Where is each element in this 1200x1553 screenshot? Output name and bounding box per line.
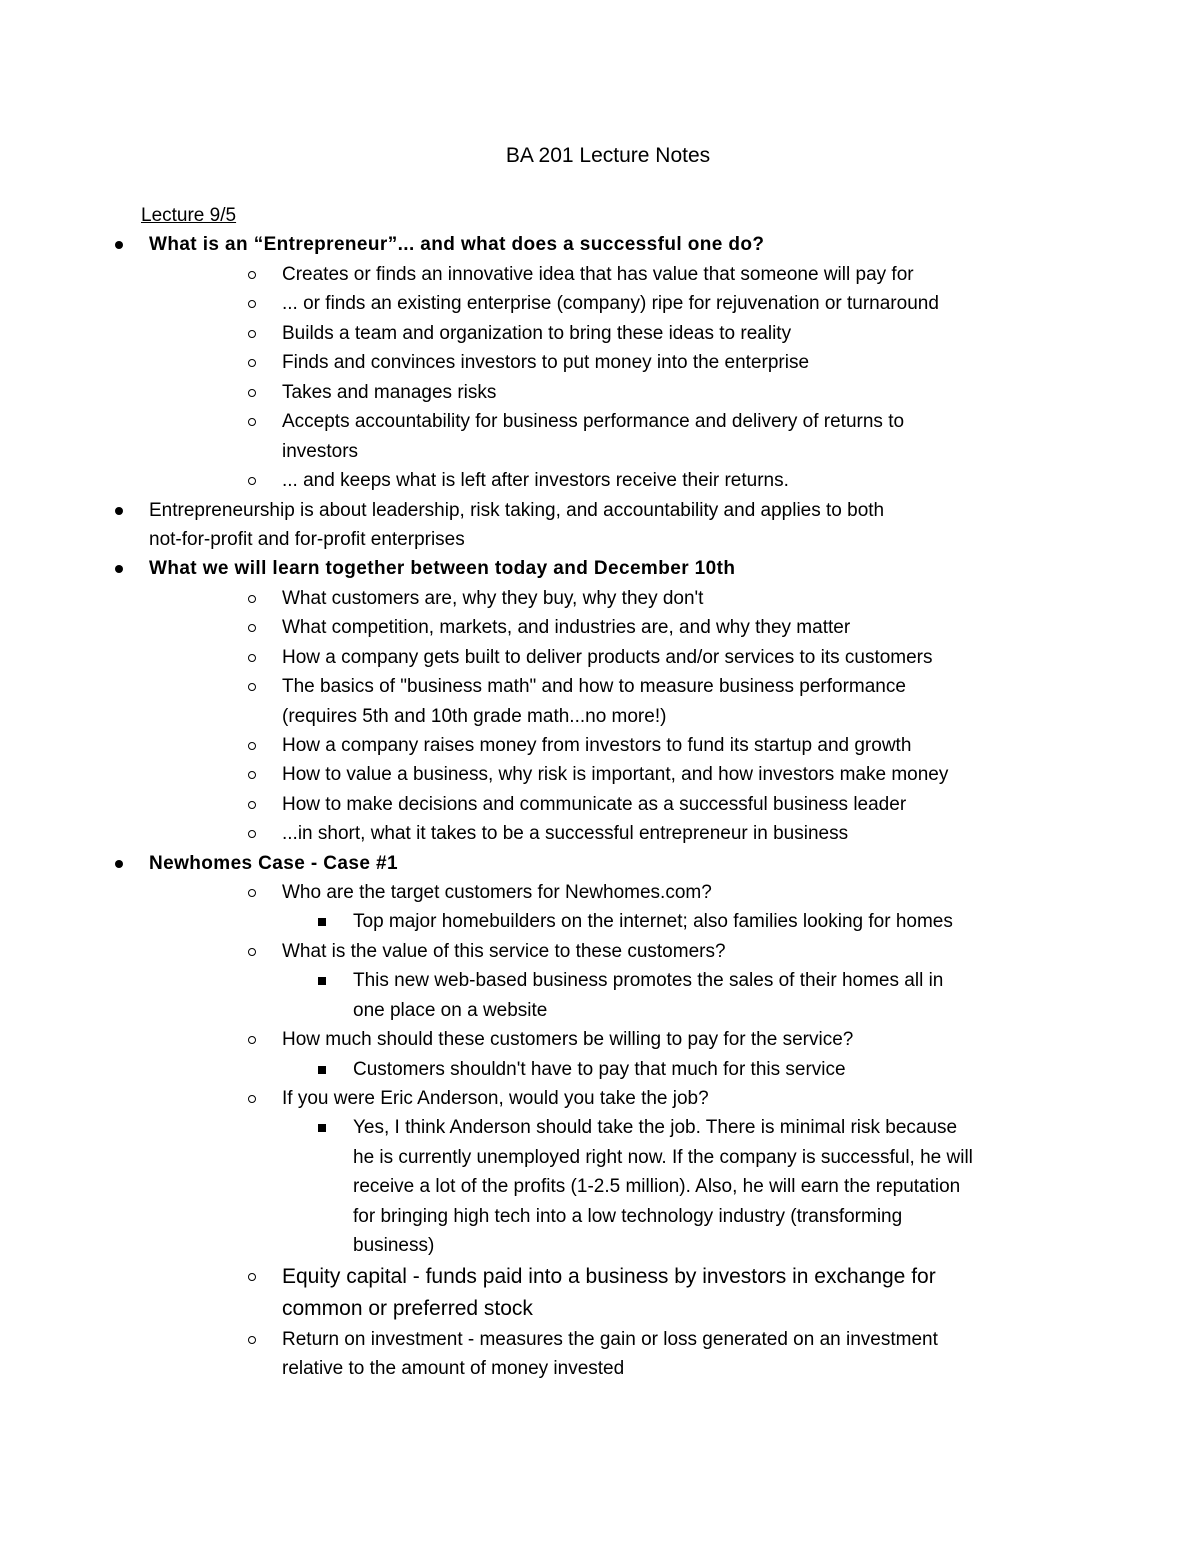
bullet-circle-icon xyxy=(248,330,256,338)
lecture-heading: Lecture 9/5 xyxy=(141,205,237,226)
bullet-circle-icon xyxy=(248,948,256,956)
document-page: BA 201 Lecture Notes Lecture 9/5 What is an “Entrepreneur”... and what does a successful one do? Creates or finds an innovative idea that has value that someone will pay for ... or finds an existing enterprise (company) ripe for rejuvenation or turnaround Builds a team and organization to bring these ideas to reality Finds and convinces investors to put money into the enterprise Takes and manages risks Accepts accountability for business performance and delivery of returns to investors ... and keeps what is left after investors receive their returns. Entrepreneurship is about leadership, risk taking, and accountability and applies to both not-for-profit and for-profit enterprises What we will learn together between today and December 10th What customers are, why they buy, why they don't What competition, markets, and industries are, and why they matter How a company gets built to deliver products and/or services to its customers The basics of "business math" and how to measure business performance (requires 5th and 10th grade math...no more!) How a company raises money from investors to fund its startup and growth How to value a business, why risk is important, and how investors make money How to make decisions and communicate as a successful business leader ...in short, what it takes to be a successful entrepreneur in business Newhomes Case - Case #1 Who are the target customers for Newhomes.com? Top major homebuilders on the internet; also families looking for homes What is the value of this service to these customers? This new web-based business promotes the sales of their homes all in one place on a website How much should these customers be willing to pay for the service? Customers shouldn't have to pay that much for this service If you were Eric Anderson, would you take the job? Yes, I think Anderson should take the job. There is minimal risk because he is currently unemployed right now. If the company is successful, he will receive a lot of the profits (1-2.5 million). Also, he will earn the reputation for bringing high tech into a low technology industry (transforming business) Equity capital - funds paid into a business by investors in exchange for common or preferred stock Return on investment - measures the gain or loss generated on an investment relative to the amount of money invested xyxy=(0,0,1200,1553)
bullet-circle-icon xyxy=(248,654,256,662)
bullet-circle-icon xyxy=(248,477,256,485)
bullet-circle-icon xyxy=(248,359,256,367)
bullet-circle-icon xyxy=(248,624,256,632)
bullet-circle-icon xyxy=(248,1036,256,1044)
page-title: BA 201 Lecture Notes xyxy=(505,144,711,167)
bullet-circle-icon xyxy=(248,771,256,779)
bullet-circle-icon xyxy=(248,1273,256,1281)
bullet-circle-icon xyxy=(248,742,256,750)
bullet-circle-icon xyxy=(248,889,256,897)
bullet-circle-icon xyxy=(248,595,256,603)
bullet-circle-icon xyxy=(248,300,256,308)
bullet-circle-icon xyxy=(248,271,256,279)
bullet-circle-icon xyxy=(248,1336,256,1344)
bullet-circle-icon xyxy=(248,683,256,691)
bullet-circle-icon xyxy=(248,1095,256,1103)
bullet-square-icon xyxy=(318,918,326,926)
bullet-circle-icon xyxy=(248,389,256,397)
bullet-circle-icon xyxy=(248,801,256,809)
bullet-dot-icon xyxy=(115,860,123,868)
bullet-square-icon xyxy=(318,1066,326,1074)
bullet-circle-icon xyxy=(248,418,256,426)
bullet-dot-icon xyxy=(115,507,123,515)
bullet-square-icon xyxy=(318,977,326,985)
bullet-dot-icon xyxy=(115,565,123,573)
bullet-dot-icon xyxy=(115,241,123,249)
bullet-circle-icon xyxy=(248,830,256,838)
bullet-square-icon xyxy=(318,1124,326,1132)
